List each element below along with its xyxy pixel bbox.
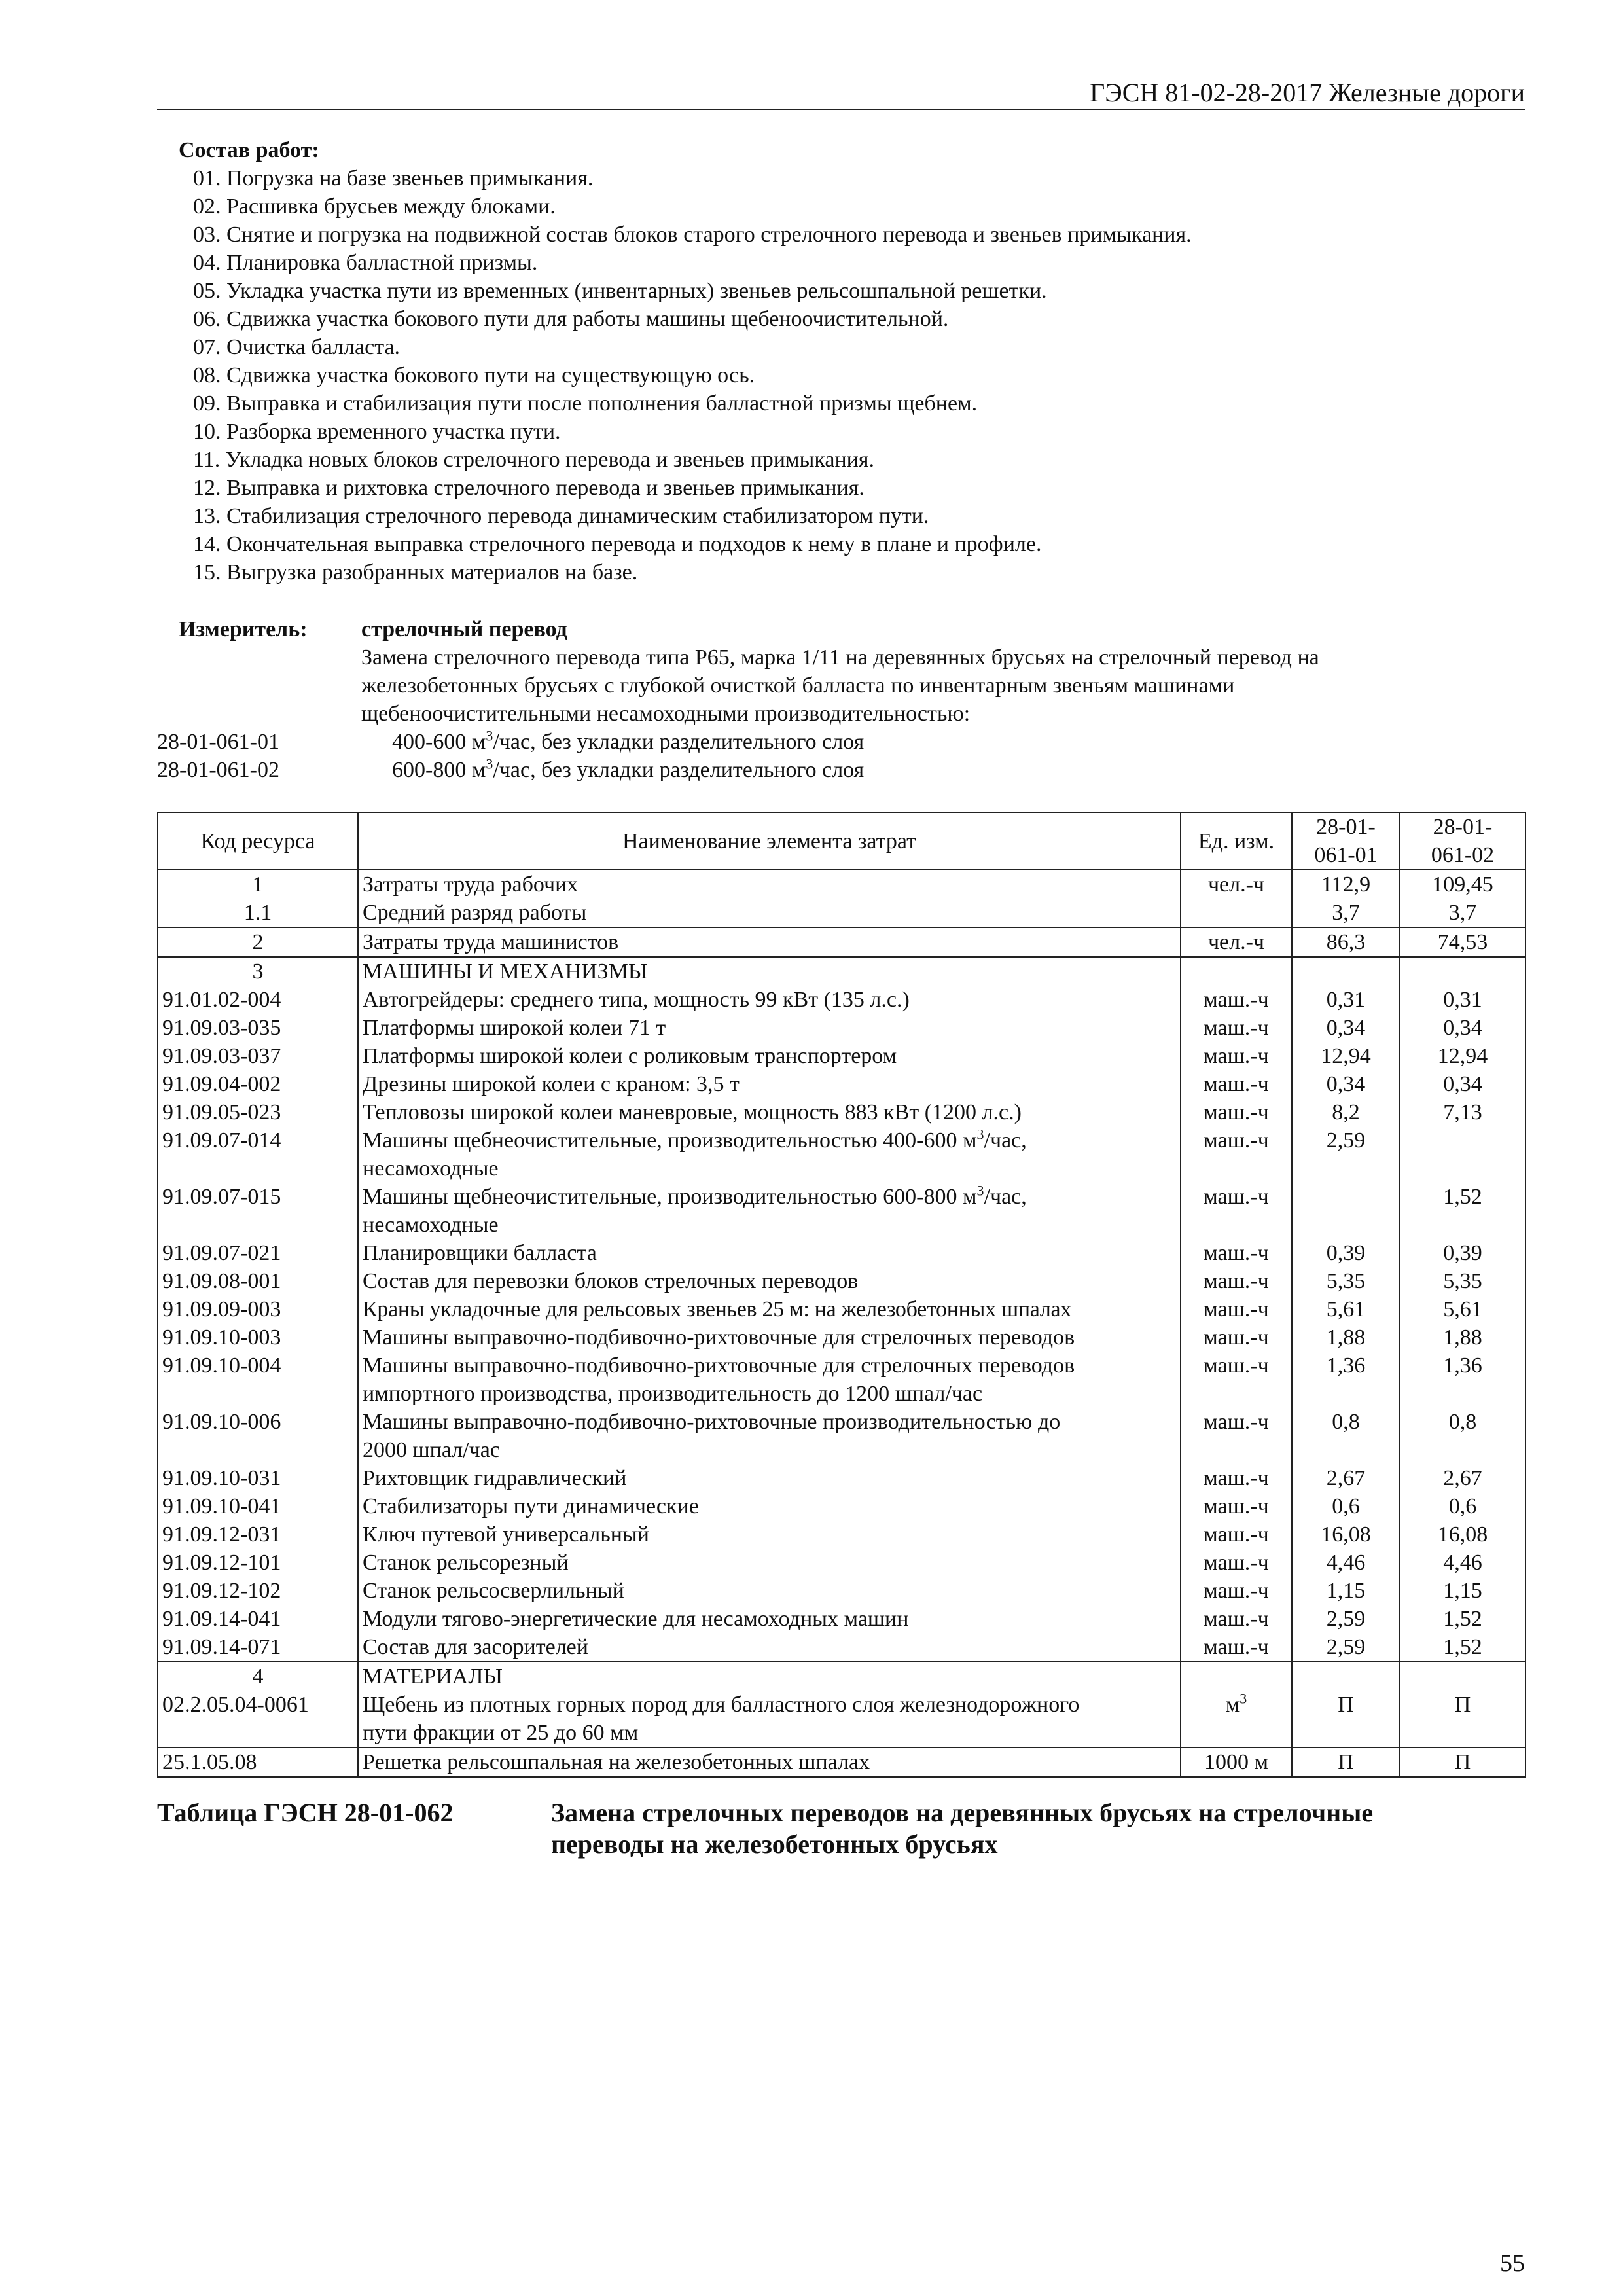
cell-code: 91.01.02-004 xyxy=(158,986,358,1014)
cell-code: 91.09.03-035 xyxy=(158,1014,358,1042)
cell-name: Состав для перевозки блоков стрелочных переводов xyxy=(358,1267,1181,1295)
cell-code: 91.09.14-071 xyxy=(158,1633,358,1662)
cell-code: 4 xyxy=(158,1662,358,1691)
cell-variant-2: 1,15 xyxy=(1400,1577,1525,1605)
cell-variant-2: 4,46 xyxy=(1400,1549,1525,1577)
cell-name: Машины щебнеочистительные, производительностью 400-600 $м^3$/час, несамоходные xyxy=(358,1126,1181,1183)
cell-variant-1 xyxy=(1292,1662,1400,1691)
cell-unit: чел.-ч xyxy=(1181,927,1292,957)
next-table-name: Замена стрелочных переводов на деревянных брусьях на стрелочные переводы на железобетонных брусьях xyxy=(551,1798,1374,1859)
table-row xyxy=(158,1295,1525,1323)
table-row xyxy=(158,1267,1525,1295)
cell-code: 91.09.10-031 xyxy=(158,1464,358,1492)
cell-variant-2: 1,36 xyxy=(1400,1352,1525,1408)
table-row xyxy=(158,1691,1525,1748)
cell-unit: маш.-ч xyxy=(1181,1352,1292,1408)
cell-name: Дрезины широкой колеи с краном: 3,5 т xyxy=(358,1070,1181,1098)
table-row xyxy=(158,1520,1525,1549)
cell-name: Машины выправочно-подбивочно-рихтовочные производительностью до 2000 шпал/час xyxy=(358,1408,1181,1464)
variant-text: 400-600 $м^3$/час, без укладки разделительного слоя xyxy=(392,727,865,754)
cell-variant-2: 12,94 xyxy=(1400,1042,1525,1070)
cell-unit: $м^3$ xyxy=(1181,1691,1292,1748)
table-row xyxy=(158,1352,1525,1408)
cell-code: 91.09.09-003 xyxy=(158,1295,358,1323)
variant-text: 600-800 $м^3$/час, без укладки разделительного слоя xyxy=(392,755,865,782)
table-row xyxy=(158,1748,1525,1777)
table-row xyxy=(158,899,1525,927)
measurer-description-line: железобетонных брусьях с глубокой очисткой балласта по инвентарным звеньям машинами xyxy=(361,673,1235,698)
cell-unit: маш.-ч xyxy=(1181,1070,1292,1098)
cell-code: 91.09.10-003 xyxy=(158,1323,358,1352)
work-item: 10. Разборка временного участка пути. xyxy=(193,420,561,444)
cell-variant-1: 0,6 xyxy=(1292,1492,1400,1520)
cell-name: Платформы широкой колеи с роликовым транспортером xyxy=(358,1042,1181,1070)
measurer-unit: стрелочный перевод xyxy=(361,617,567,641)
column-header-name: Наименование элемента затрат xyxy=(358,812,1181,870)
cell-variant-1: 0,39 xyxy=(1292,1239,1400,1267)
column-header-variant-2: 28-01- 061-02 xyxy=(1400,812,1525,870)
cell-unit xyxy=(1181,899,1292,927)
cell-unit: маш.-ч xyxy=(1181,1014,1292,1042)
header-title: ГЭСН 81-02-28-2017 Железные дороги xyxy=(1090,78,1525,107)
column-header-code: Код ресурса xyxy=(158,812,358,870)
cell-unit: маш.-ч xyxy=(1181,1323,1292,1352)
cell-unit: маш.-ч xyxy=(1181,986,1292,1014)
cell-name: Машины щебнеочистительные, производительностью 600-800 $м^3$/час, несамоходные xyxy=(358,1183,1181,1239)
measurer-label: Измеритель: xyxy=(179,617,308,641)
table-row xyxy=(158,1239,1525,1267)
cell-name: МАТЕРИАЛЫ xyxy=(358,1662,1181,1691)
cell-name: Планировщики балласта xyxy=(358,1239,1181,1267)
cell-code: 02.2.05.04-0061 xyxy=(158,1691,358,1748)
cell-variant-2: 5,61 xyxy=(1400,1295,1525,1323)
table-row xyxy=(158,1605,1525,1633)
cell-code: 2 xyxy=(158,927,358,957)
table-row xyxy=(158,1577,1525,1605)
cell-code: 91.09.05-023 xyxy=(158,1098,358,1126)
cell-code: 91.09.07-021 xyxy=(158,1239,358,1267)
cell-variant-1: 2,59 xyxy=(1292,1126,1400,1183)
cell-code: 91.09.07-014 xyxy=(158,1126,358,1183)
work-item: 06. Сдвижка участка бокового пути для работы машины щебеноочистительной. xyxy=(193,307,949,331)
cell-variant-1: 4,46 xyxy=(1292,1549,1400,1577)
cell-name: Станок рельсосверлильный xyxy=(358,1577,1181,1605)
table-row xyxy=(158,1042,1525,1070)
cell-variant-2: 5,35 xyxy=(1400,1267,1525,1295)
cell-name: Модули тягово-энергетические для несамоходных машин xyxy=(358,1605,1181,1633)
cell-code: 3 xyxy=(158,957,358,986)
table-row xyxy=(158,1070,1525,1098)
cell-unit: маш.-ч xyxy=(1181,1549,1292,1577)
table-section-row xyxy=(158,1662,1525,1691)
cell-variant-2: 1,88 xyxy=(1400,1323,1525,1352)
work-item: 07. Очистка балласта. xyxy=(193,335,401,359)
table-row xyxy=(158,1549,1525,1577)
cell-unit: маш.-ч xyxy=(1181,1042,1292,1070)
cell-unit xyxy=(1181,957,1292,986)
work-item: 11. Укладка новых блоков стрелочного перевода и звеньев примыкания. xyxy=(193,448,874,472)
cell-variant-1: 0,31 xyxy=(1292,986,1400,1014)
table-header-row xyxy=(158,812,1525,870)
cell-variant-1: 112,9 xyxy=(1292,870,1400,899)
cell-variant-1: 8,2 xyxy=(1292,1098,1400,1126)
column-header-unit: Ед. изм. xyxy=(1181,812,1292,870)
table-row xyxy=(158,1014,1525,1042)
cell-unit: маш.-ч xyxy=(1181,1633,1292,1662)
cell-variant-2 xyxy=(1400,1662,1525,1691)
cell-variant-2: 16,08 xyxy=(1400,1520,1525,1549)
cell-code: 25.1.05.08 xyxy=(158,1748,358,1777)
cell-variant-1: 2,59 xyxy=(1292,1633,1400,1662)
cell-code: 1.1 xyxy=(158,899,358,927)
cell-name: Решетка рельсошпальная на железобетонных шпалах xyxy=(358,1748,1181,1777)
cell-code: 91.09.10-004 xyxy=(158,1352,358,1408)
cell-name: Затраты труда рабочих xyxy=(358,870,1181,899)
cell-variant-1: П xyxy=(1292,1748,1400,1777)
cell-name: Рихтовщик гидравлический xyxy=(358,1464,1181,1492)
table-section-row xyxy=(158,957,1525,986)
cell-code: 91.09.12-031 xyxy=(158,1520,358,1549)
cell-variant-1: 3,7 xyxy=(1292,899,1400,927)
cell-variant-1: 2,59 xyxy=(1292,1605,1400,1633)
cell-name: Затраты труда машинистов xyxy=(358,927,1181,957)
page-number: 55 xyxy=(1500,2250,1525,2277)
cell-name: Станок рельсорезный xyxy=(358,1549,1181,1577)
cell-name: Автогрейдеры: среднего типа, мощность 99 кВт (135 л.с.) xyxy=(358,986,1181,1014)
cell-unit: маш.-ч xyxy=(1181,1098,1292,1126)
cell-unit: маш.-ч xyxy=(1181,1408,1292,1464)
cell-unit: маш.-ч xyxy=(1181,1267,1292,1295)
cell-variant-1: П xyxy=(1292,1691,1400,1748)
table-row xyxy=(158,1183,1525,1239)
work-item: 02. Расшивка брусьев между блоками. xyxy=(193,194,556,219)
cell-variant-2: 0,6 xyxy=(1400,1492,1525,1520)
variant-row xyxy=(157,728,1525,756)
cell-unit xyxy=(1181,1662,1292,1691)
cell-code: 91.09.12-102 xyxy=(158,1577,358,1605)
cell-variant-2: 0,8 xyxy=(1400,1408,1525,1464)
cell-variant-1: 1,88 xyxy=(1292,1323,1400,1352)
work-item: 15. Выгрузка разобранных материалов на базе. xyxy=(193,560,638,584)
cell-name: Платформы широкой колеи 71 т xyxy=(358,1014,1181,1042)
cell-code: 91.09.14-041 xyxy=(158,1605,358,1633)
cell-code: 91.09.12-101 xyxy=(158,1549,358,1577)
cell-name: Машины выправочно-подбивочно-рихтовочные для стрелочных переводов xyxy=(358,1323,1181,1352)
cell-variant-2: 0,34 xyxy=(1400,1070,1525,1098)
cell-code: 91.09.07-015 xyxy=(158,1183,358,1239)
cell-variant-2: 1,52 xyxy=(1400,1183,1525,1239)
variant-row xyxy=(157,756,1525,784)
cell-variant-1: 0,34 xyxy=(1292,1014,1400,1042)
table-row xyxy=(158,1408,1525,1464)
cell-variant-1 xyxy=(1292,957,1400,986)
cell-unit: маш.-ч xyxy=(1181,1492,1292,1520)
cell-code: 91.09.03-037 xyxy=(158,1042,358,1070)
cell-name: Краны укладочные для рельсовых звеньев 25 м: на железобетонных шпалах xyxy=(358,1295,1181,1323)
cell-variant-2: П xyxy=(1400,1691,1525,1748)
cell-code: 91.09.10-041 xyxy=(158,1492,358,1520)
cell-name: Ключ путевой универсальный xyxy=(358,1520,1181,1549)
measurer-description-line: щебеноочистительными несамоходными производительностью: xyxy=(361,702,971,726)
cell-code: 1 xyxy=(158,870,358,899)
cell-variant-2: 0,39 xyxy=(1400,1239,1525,1267)
cell-name: Стабилизаторы пути динамические xyxy=(358,1492,1181,1520)
table-row xyxy=(158,1464,1525,1492)
cell-code: 91.09.04-002 xyxy=(158,1070,358,1098)
cell-variant-2 xyxy=(1400,1126,1525,1183)
work-item: 01. Погрузка на базе звеньев примыкания. xyxy=(193,166,594,190)
measurer-section xyxy=(157,615,1525,784)
work-item: 05. Укладка участка пути из временных (инвентарных) звеньев рельсошпальной решетки. xyxy=(193,279,1047,303)
table-row xyxy=(158,1126,1525,1183)
cell-unit: маш.-ч xyxy=(1181,1520,1292,1549)
cell-variant-2: 0,34 xyxy=(1400,1014,1525,1042)
work-item: 13. Стабилизация стрелочного перевода динамическим стабилизатором пути. xyxy=(193,504,929,528)
cell-name: Машины выправочно-подбивочно-рихтовочные для стрелочных переводов импортного производства, производительность до 1200 шпал/час xyxy=(358,1352,1181,1408)
measurer-row xyxy=(157,615,1525,643)
cell-variant-2: 7,13 xyxy=(1400,1098,1525,1126)
work-item: 14. Окончательная выправка стрелочного перевода и подходов к нему в плане и профиле. xyxy=(193,532,1042,556)
cell-variant-1: 5,35 xyxy=(1292,1267,1400,1295)
table-row xyxy=(158,870,1525,899)
cell-variant-1: 5,61 xyxy=(1292,1295,1400,1323)
cell-variant-1: 86,3 xyxy=(1292,927,1400,957)
table-row xyxy=(158,927,1525,957)
cell-unit: маш.-ч xyxy=(1181,1126,1292,1183)
cell-variant-1 xyxy=(1292,1183,1400,1239)
cell-variant-2: 74,53 xyxy=(1400,927,1525,957)
variant-code: 28-01-061-02 xyxy=(157,758,279,782)
work-item: 09. Выправка и стабилизация пути после пополнения балластной призмы щебнем. xyxy=(193,391,978,416)
cell-unit: маш.-ч xyxy=(1181,1183,1292,1239)
work-item: 12. Выправка и рихтовка стрелочного перевода и звеньев примыкания. xyxy=(193,476,865,500)
cell-variant-1: 12,94 xyxy=(1292,1042,1400,1070)
cell-variant-2: 2,67 xyxy=(1400,1464,1525,1492)
page-header xyxy=(157,77,1525,110)
cell-unit: чел.-ч xyxy=(1181,870,1292,899)
cell-variant-2: 0,31 xyxy=(1400,986,1525,1014)
table-row xyxy=(158,1323,1525,1352)
works-section xyxy=(157,136,1525,586)
work-item: 08. Сдвижка участка бокового пути на существующую ось. xyxy=(193,363,755,387)
table-row xyxy=(158,1098,1525,1126)
cell-name: Тепловозы широкой колеи маневровые, мощность 883 кВт (1200 л.с.) xyxy=(358,1098,1181,1126)
cell-variant-1: 1,36 xyxy=(1292,1352,1400,1408)
cell-variant-1: 1,15 xyxy=(1292,1577,1400,1605)
table-row xyxy=(158,1633,1525,1662)
cell-code: 91.09.08-001 xyxy=(158,1267,358,1295)
cell-variant-2: 3,7 xyxy=(1400,899,1525,927)
resource-table xyxy=(157,812,1526,1778)
cell-unit: маш.-ч xyxy=(1181,1464,1292,1492)
cell-unit: маш.-ч xyxy=(1181,1577,1292,1605)
cell-variant-1: 2,67 xyxy=(1292,1464,1400,1492)
cell-code: 91.09.10-006 xyxy=(158,1408,358,1464)
variant-code: 28-01-061-01 xyxy=(157,730,279,754)
cell-unit: маш.-ч xyxy=(1181,1239,1292,1267)
cell-variant-2: 109,45 xyxy=(1400,870,1525,899)
cell-variant-2: 1,52 xyxy=(1400,1633,1525,1662)
next-table-title xyxy=(157,1797,1525,1860)
works-heading: Состав работ: xyxy=(179,138,319,162)
cell-variant-1: 0,34 xyxy=(1292,1070,1400,1098)
cell-unit: 1000 м xyxy=(1181,1748,1292,1777)
table-row xyxy=(158,986,1525,1014)
work-item: 04. Планировка балластной призмы. xyxy=(193,251,538,275)
column-header-variant-1: 28-01- 061-01 xyxy=(1292,812,1400,870)
cell-variant-2: П xyxy=(1400,1748,1525,1777)
cell-variant-1: 0,8 xyxy=(1292,1408,1400,1464)
cell-variant-2: 1,52 xyxy=(1400,1605,1525,1633)
cell-variant-1: 16,08 xyxy=(1292,1520,1400,1549)
next-table-code: Таблица ГЭСН 28-01-062 xyxy=(157,1798,454,1827)
cell-name: Средний разряд работы xyxy=(358,899,1181,927)
cell-name: Щебень из плотных горных пород для балластного слоя железнодорожного пути фракции от 25 до 60 мм xyxy=(358,1691,1181,1748)
cell-name: Состав для засорителей xyxy=(358,1633,1181,1662)
cell-variant-2 xyxy=(1400,957,1525,986)
table-row xyxy=(158,1492,1525,1520)
measurer-description-line: Замена стрелочного перевода типа Р65, марка 1/11 на деревянных брусьях на стрелочный перевод на xyxy=(361,645,1319,670)
cell-name: МАШИНЫ И МЕХАНИЗМЫ xyxy=(358,957,1181,986)
work-item: 03. Снятие и погрузка на подвижной состав блоков старого стрелочного перевода и звеньев примыкания. xyxy=(193,223,1192,247)
cell-unit: маш.-ч xyxy=(1181,1295,1292,1323)
cell-unit: маш.-ч xyxy=(1181,1605,1292,1633)
